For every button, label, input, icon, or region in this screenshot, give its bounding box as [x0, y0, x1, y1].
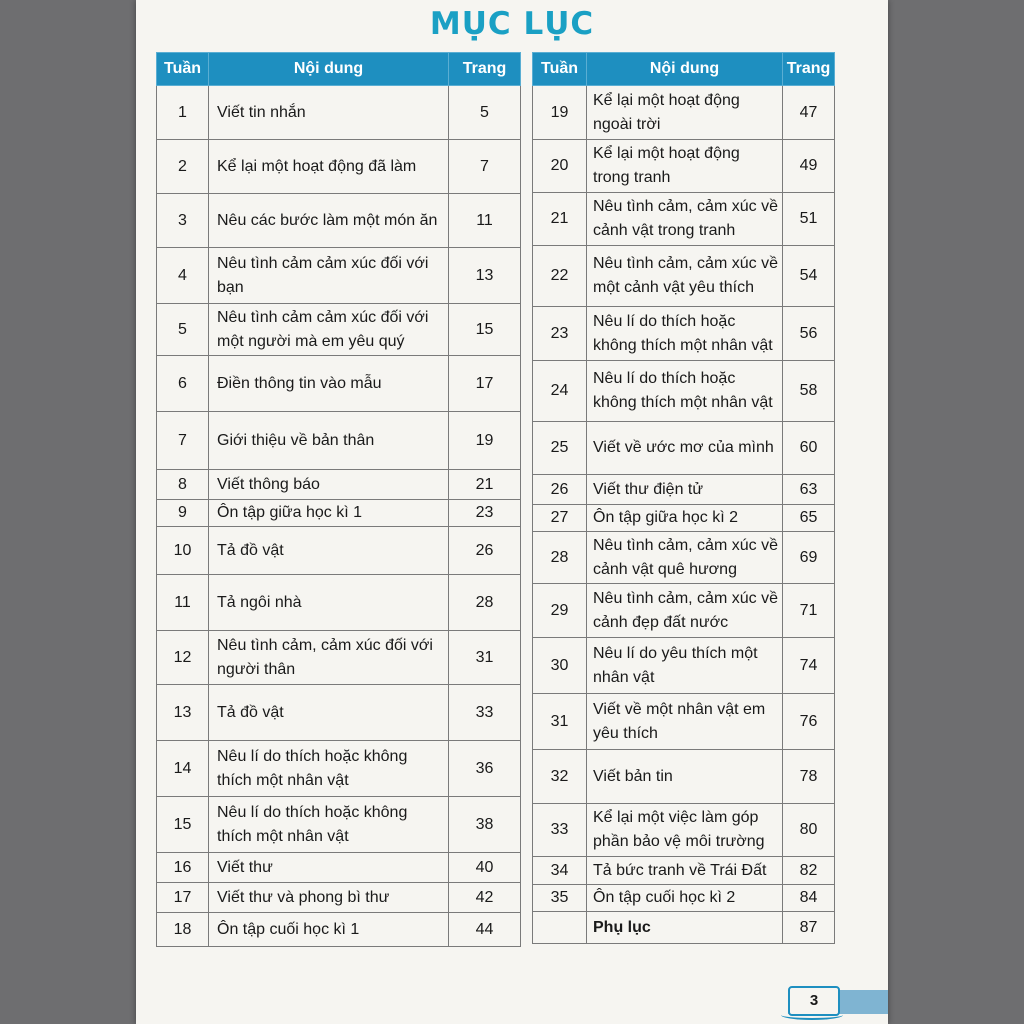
table-row — [157, 304, 521, 356]
content-cell: Nêu tình cảm cảm xúc đối với một người mà em yêu quý — [209, 304, 449, 356]
content-cell: Phụ lục — [587, 912, 783, 944]
content-cell: Viết bản tin — [587, 750, 783, 804]
page-cell: 51 — [783, 193, 835, 246]
table-row — [533, 885, 835, 912]
header-content: Nội dung — [587, 53, 783, 86]
page-cell: 28 — [449, 575, 521, 631]
week-cell: 29 — [533, 584, 587, 638]
content-cell: Nêu tình cảm, cảm xúc về cảnh vật quê hương — [587, 532, 783, 584]
page-cell: 33 — [449, 685, 521, 741]
week-cell: 17 — [157, 883, 209, 913]
week-cell: 18 — [157, 913, 209, 947]
week-cell: 3 — [157, 194, 209, 248]
page-cell: 13 — [449, 248, 521, 304]
table-row — [533, 361, 835, 422]
week-cell: 9 — [157, 500, 209, 527]
page-cell: 76 — [783, 694, 835, 750]
header-week: Tuần — [157, 53, 209, 86]
week-cell: 13 — [157, 685, 209, 741]
week-cell: 21 — [533, 193, 587, 246]
content-cell: Viết thư — [209, 853, 449, 883]
page-cell: 11 — [449, 194, 521, 248]
table-row — [533, 750, 835, 804]
content-cell: Nêu tình cảm cảm xúc đối với bạn — [209, 248, 449, 304]
page-cell: 36 — [449, 741, 521, 797]
week-cell: 27 — [533, 505, 587, 532]
table-row — [533, 140, 835, 193]
toc-table-right — [532, 52, 835, 944]
page-cell: 78 — [783, 750, 835, 804]
week-cell: 1 — [157, 86, 209, 140]
content-cell: Viết về một nhân vật em yêu thích — [587, 694, 783, 750]
content-cell: Kể lại một hoạt động ngoài trời — [587, 86, 783, 140]
table-row — [533, 912, 835, 944]
table-row — [157, 194, 521, 248]
week-cell: 6 — [157, 356, 209, 412]
table-row — [533, 694, 835, 750]
page-cell: 65 — [783, 505, 835, 532]
table-header-row — [533, 53, 835, 86]
content-cell: Ôn tập giữa học kì 2 — [587, 505, 783, 532]
page-cell: 69 — [783, 532, 835, 584]
page-cell: 21 — [449, 470, 521, 500]
content-cell: Nêu lí do thích hoặc không thích một nhân vật — [209, 741, 449, 797]
week-cell: 12 — [157, 631, 209, 685]
content-cell: Nêu lí do thích hoặc không thích một nhân vật — [587, 307, 783, 361]
table-row — [533, 246, 835, 307]
table-row — [157, 356, 521, 412]
week-cell: 11 — [157, 575, 209, 631]
week-cell: 28 — [533, 532, 587, 584]
page-cell: 40 — [449, 853, 521, 883]
page-cell: 84 — [783, 885, 835, 912]
content-cell: Nêu lí do thích hoặc không thích một nhân vật — [209, 797, 449, 853]
content-cell: Nêu lí do yêu thích một nhân vật — [587, 638, 783, 694]
content-cell: Kể lại một việc làm góp phần bảo vệ môi trường — [587, 804, 783, 857]
week-cell: 16 — [157, 853, 209, 883]
page-cell: 7 — [449, 140, 521, 194]
week-cell: 14 — [157, 741, 209, 797]
table-row — [533, 804, 835, 857]
table-row — [533, 475, 835, 505]
week-cell: 22 — [533, 246, 587, 307]
page-cell: 44 — [449, 913, 521, 947]
week-cell: 23 — [533, 307, 587, 361]
page-cell: 23 — [449, 500, 521, 527]
week-cell: 7 — [157, 412, 209, 470]
table-row — [157, 685, 521, 741]
week-cell: 35 — [533, 885, 587, 912]
content-cell: Tả ngôi nhà — [209, 575, 449, 631]
week-cell: 32 — [533, 750, 587, 804]
page-cell: 17 — [449, 356, 521, 412]
page-cell: 19 — [449, 412, 521, 470]
page-number: 3 — [788, 986, 840, 1016]
week-cell: 10 — [157, 527, 209, 575]
page-cell: 56 — [783, 307, 835, 361]
page-cell: 31 — [449, 631, 521, 685]
table-row — [157, 412, 521, 470]
page-cell: 74 — [783, 638, 835, 694]
page-cell: 5 — [449, 86, 521, 140]
table-row — [533, 193, 835, 246]
content-cell: Nêu tình cảm, cảm xúc đối với người thân — [209, 631, 449, 685]
table-row — [533, 422, 835, 475]
week-cell: 15 — [157, 797, 209, 853]
content-cell: Nêu các bước làm một món ăn — [209, 194, 449, 248]
week-cell: 19 — [533, 86, 587, 140]
table-row — [533, 86, 835, 140]
page-cell: 87 — [783, 912, 835, 944]
header-page: Trang — [449, 53, 521, 86]
week-cell: 34 — [533, 857, 587, 885]
content-cell: Tả đồ vật — [209, 527, 449, 575]
table-row — [157, 913, 521, 947]
page-cell: 71 — [783, 584, 835, 638]
week-cell: 33 — [533, 804, 587, 857]
header-content: Nội dung — [209, 53, 449, 86]
page-cell: 54 — [783, 246, 835, 307]
page-cell: 80 — [783, 804, 835, 857]
page-cell: 47 — [783, 86, 835, 140]
page-cell: 82 — [783, 857, 835, 885]
content-cell: Viết thư và phong bì thư — [209, 883, 449, 913]
table-row — [157, 527, 521, 575]
content-cell: Tả đồ vật — [209, 685, 449, 741]
table-row — [157, 631, 521, 685]
content-cell: Viết thông báo — [209, 470, 449, 500]
table-row — [157, 575, 521, 631]
content-cell: Nêu tình cảm, cảm xúc về cảnh đẹp đất nước — [587, 584, 783, 638]
content-cell: Ôn tập giữa học kì 1 — [209, 500, 449, 527]
table-row — [157, 797, 521, 853]
content-cell: Ôn tập cuối học kì 2 — [587, 885, 783, 912]
table-row — [157, 500, 521, 527]
content-cell: Tả bức tranh về Trái Đất — [587, 857, 783, 885]
week-cell: 30 — [533, 638, 587, 694]
content-cell: Giới thiệu về bản thân — [209, 412, 449, 470]
table-row — [533, 307, 835, 361]
page-cell: 15 — [449, 304, 521, 356]
week-cell: 5 — [157, 304, 209, 356]
content-cell: Viết về ước mơ của mình — [587, 422, 783, 475]
table-row — [157, 86, 521, 140]
page-cell: 42 — [449, 883, 521, 913]
book-page — [136, 0, 888, 1024]
week-cell: 25 — [533, 422, 587, 475]
table-row — [533, 857, 835, 885]
week-cell: 31 — [533, 694, 587, 750]
content-cell: Điền thông tin vào mẫu — [209, 356, 449, 412]
table-row — [157, 853, 521, 883]
header-page: Trang — [783, 53, 835, 86]
week-cell: 24 — [533, 361, 587, 422]
page-cell: 58 — [783, 361, 835, 422]
table-row — [533, 532, 835, 584]
content-cell: Viết tin nhắn — [209, 86, 449, 140]
table-header-row — [157, 53, 521, 86]
content-cell: Nêu lí do thích hoặc không thích một nhân vật — [587, 361, 783, 422]
table-row — [533, 638, 835, 694]
table-row — [157, 470, 521, 500]
table-row — [157, 883, 521, 913]
toc-table-left — [156, 52, 521, 947]
content-cell: Ôn tập cuối học kì 1 — [209, 913, 449, 947]
table-row — [533, 584, 835, 638]
week-cell — [533, 912, 587, 944]
table-row — [157, 248, 521, 304]
page-cell: 38 — [449, 797, 521, 853]
header-week: Tuần — [533, 53, 587, 86]
page-cell: 63 — [783, 475, 835, 505]
page-title: MỤC LỤC — [429, 6, 595, 42]
page-cell: 49 — [783, 140, 835, 193]
content-cell: Viết thư điện tử — [587, 475, 783, 505]
content-cell: Nêu tình cảm, cảm xúc về một cảnh vật yêu thích — [587, 246, 783, 307]
content-cell: Nêu tình cảm, cảm xúc về cảnh vật trong tranh — [587, 193, 783, 246]
week-cell: 8 — [157, 470, 209, 500]
table-row — [157, 741, 521, 797]
week-cell: 26 — [533, 475, 587, 505]
table-row — [533, 505, 835, 532]
content-cell: Kể lại một hoạt động trong tranh — [587, 140, 783, 193]
week-cell: 4 — [157, 248, 209, 304]
week-cell: 20 — [533, 140, 587, 193]
page-cell: 26 — [449, 527, 521, 575]
content-cell: Kể lại một hoạt động đã làm — [209, 140, 449, 194]
page-cell: 60 — [783, 422, 835, 475]
week-cell: 2 — [157, 140, 209, 194]
table-row — [157, 140, 521, 194]
